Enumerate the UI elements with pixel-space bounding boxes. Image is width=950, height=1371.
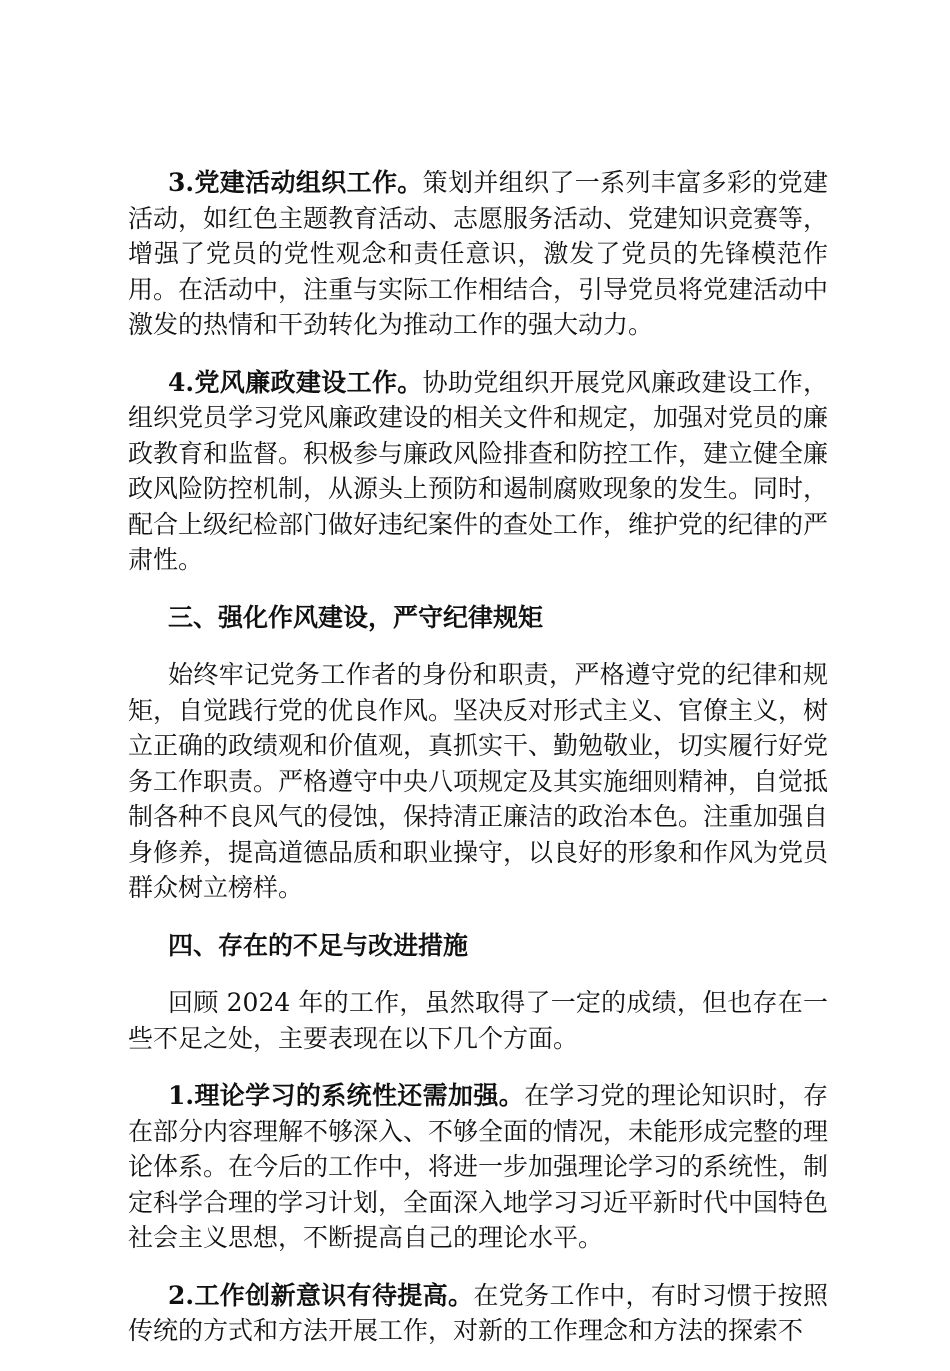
paragraph-text: 在党务工作中，有时习惯于按照传统的方式和方法开展工作，对新的工作理念和方法的探索不 [128, 1280, 828, 1345]
section-heading-3: 三、强化作风建设，严守纪律规矩 [168, 602, 544, 632]
paragraph-innovation [128, 1278, 828, 1349]
paragraph-theory-study [128, 1078, 828, 1256]
paragraph-review-2024 [128, 985, 828, 1056]
document-body [128, 165, 828, 1371]
paragraph-text: 在学习党的理论知识时，存在部分内容理解不够深入、不够全面的情况，未能形成完整的理论体系。在今后的工作中，将进一步加强理论学习的系统性，制定科学合理的学习计划，全面深入地学习习近平新时代中国特色社会主义思想，不断提高自己的理论水平。 [128, 1081, 829, 1252]
paragraph-work-style [128, 657, 828, 906]
paragraph-lead: 4.党风廉政建设工作。 [168, 367, 423, 397]
paragraph-text: 始终牢记党务工作者的身份和职责，严格遵守党的纪律和规矩，自觉践行党的优良作风。坚决反对形式主义、官僚主义，树立正确的政绩观和价值观，真抓实干、勤勉敬业，切实履行好党务工作职责。严格遵守中央八项规定及其实施细则精神，自觉抵制各种不良风气的侵蚀，保持清正廉洁的政治本色。注重加强自身修养，提高道德品质和职业操守，以良好的形象和作风为党员群众树立榜样。 [128, 660, 829, 902]
paragraph-text: 回顾 2024 年的工作，虽然取得了一定的成绩，但也存在一些不足之处，主要表现在以下几个方面。 [128, 988, 828, 1053]
paragraph-party-activities [128, 165, 828, 343]
paragraph-text: 协助党组织开展党风廉政建设工作，组织党员学习党风廉政建设的相关文件和规定，加强对党员的廉政教育和监督。积极参与廉政风险排查和防控工作，建立健全廉政风险防控机制，从源头上预防和遏制腐败现象的发生。同时，配合上级纪检部门做好违纪案件的查处工作，维护党的纪律的严肃性。 [128, 367, 829, 574]
paragraph-lead: 2.工作创新意识有待提高。 [168, 1280, 474, 1310]
paragraph-clean-governance [128, 365, 828, 578]
paragraph-lead: 3.党建活动组织工作。 [168, 168, 423, 197]
paragraph-lead: 1.理论学习的系统性还需加强。 [168, 1081, 525, 1110]
paragraph-text: 策划并组织了一系列丰富多彩的党建活动，如红色主题教育活动、志愿服务活动、党建知识竞赛等，增强了党员的党性观念和责任意识，激发了党员的先锋模范作用。在活动中，注重与实际工作相结合，引导党员将党建活动中激发的热情和干劲转化为推动工作的强大动力。 [128, 168, 829, 339]
section-heading-4: 四、存在的不足与改进措施 [168, 930, 469, 960]
